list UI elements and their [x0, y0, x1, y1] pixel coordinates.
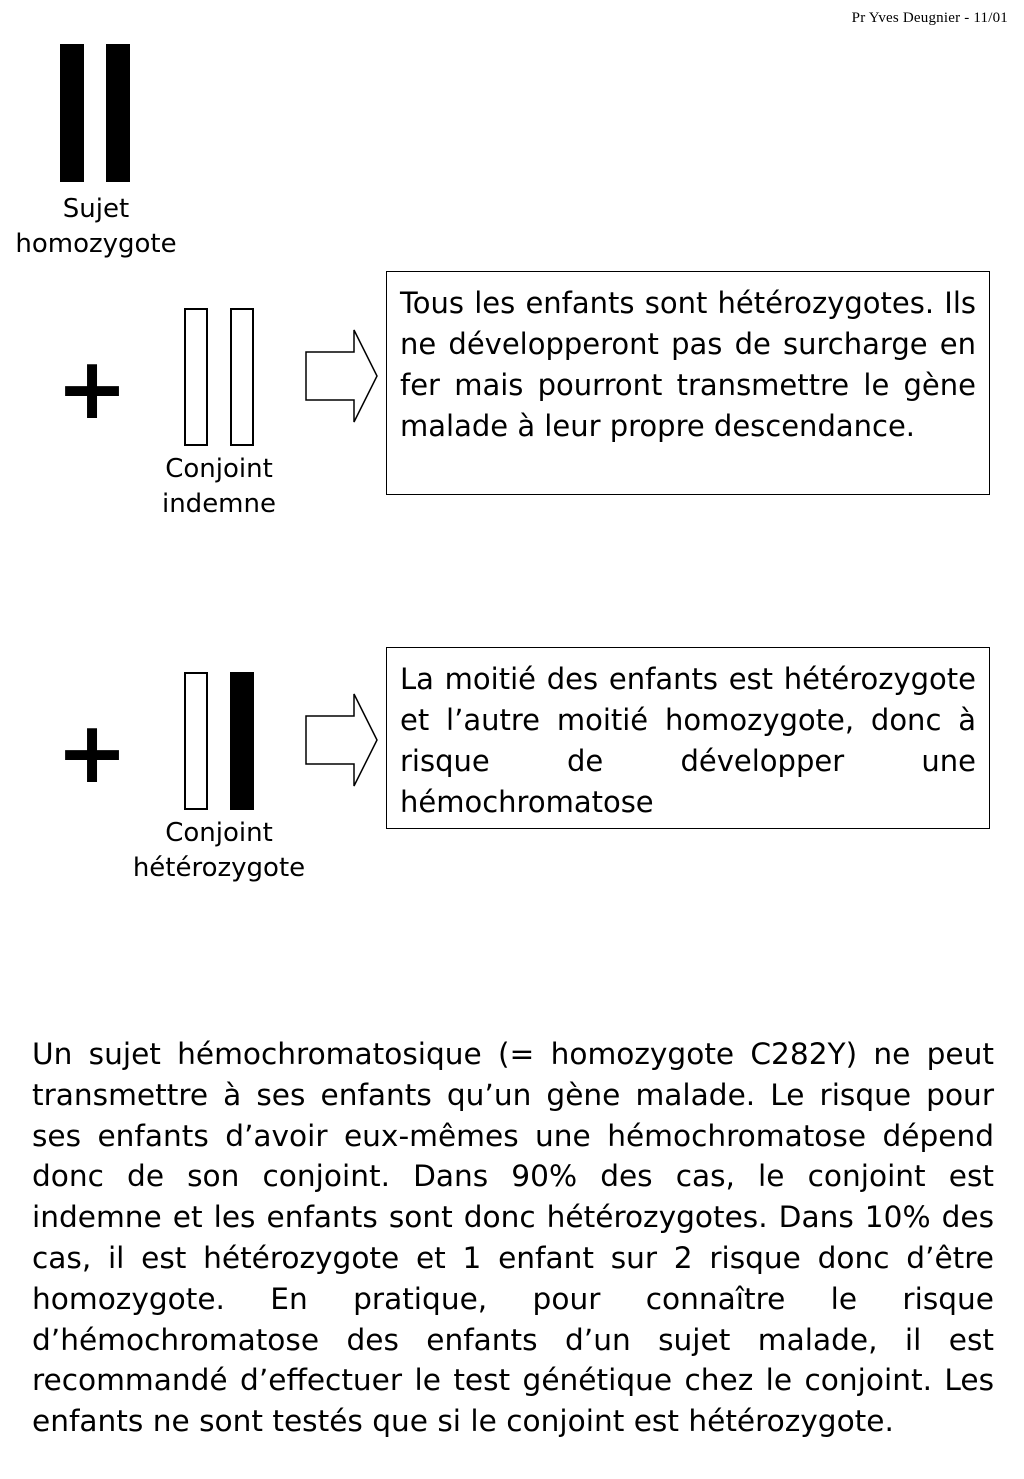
partner2-caption-line2: hétérozygote — [132, 853, 306, 883]
partner2-caption-line1: Conjoint — [165, 818, 273, 848]
subject-allele-right — [106, 44, 130, 182]
author-credit: Pr Yves Deugnier - 11/01 — [851, 10, 1008, 26]
partner1-allele-left — [184, 308, 208, 446]
outcome-box-1: Tous les enfants sont hétérozygotes. Ils ne développeront pas de surcharge en fer mais pourront transmettre le gène malade à leur propre descendance. — [386, 271, 990, 495]
explanation-paragraph: Un sujet hémochromatosique (= homozygote C282Y) ne peut transmettre à ses enfants qu’un gène malade. Le risque pour ses enfants d’avoir eux-mêmes une hémochromatose dépend donc de son conjoint. Dans 90% des cas, le conjoint est indemne et les enfants sont donc hétérozygotes. Dans 10% des cas, il est hétérozygote et 1 enfant sur 2 risque donc d’être homozygote. En pratique, pour connaître le risque d’hémochromatose des enfants d’un sujet malade, il est recommandé d’effectuer le test génétique chez le conjoint. Les enfants ne sont testés que si le conjoint est hétérozygote. — [32, 1037, 994, 1439]
partner-caption-1 — [120, 452, 318, 522]
subject-chromosome-pair — [60, 44, 132, 182]
subject-allele-left — [60, 44, 84, 182]
outcome-box-2: La moitié des enfants est hétérozygote et l’autre moitié homozygote, donc à risque de développer une hémochromatose — [386, 647, 990, 829]
plus-operator-1: + — [56, 339, 129, 439]
subject-caption-line2: homozygote — [15, 229, 177, 259]
plus-operator-2: + — [56, 703, 129, 803]
partner2-allele-left — [184, 672, 208, 810]
block-arrow-right-icon — [304, 328, 380, 424]
partner1-allele-right — [230, 308, 254, 446]
partner-chromosome-pair-2 — [184, 672, 256, 810]
block-arrow-right-icon — [304, 692, 380, 788]
partner-chromosome-pair-1 — [184, 308, 256, 446]
partner2-allele-right — [230, 672, 254, 810]
partner1-caption-line2: indemne — [161, 489, 276, 519]
partner-caption-2 — [110, 816, 328, 886]
partner1-caption-line1: Conjoint — [165, 454, 273, 484]
subject-caption — [0, 192, 192, 262]
subject-caption-line1: Sujet — [62, 194, 130, 224]
